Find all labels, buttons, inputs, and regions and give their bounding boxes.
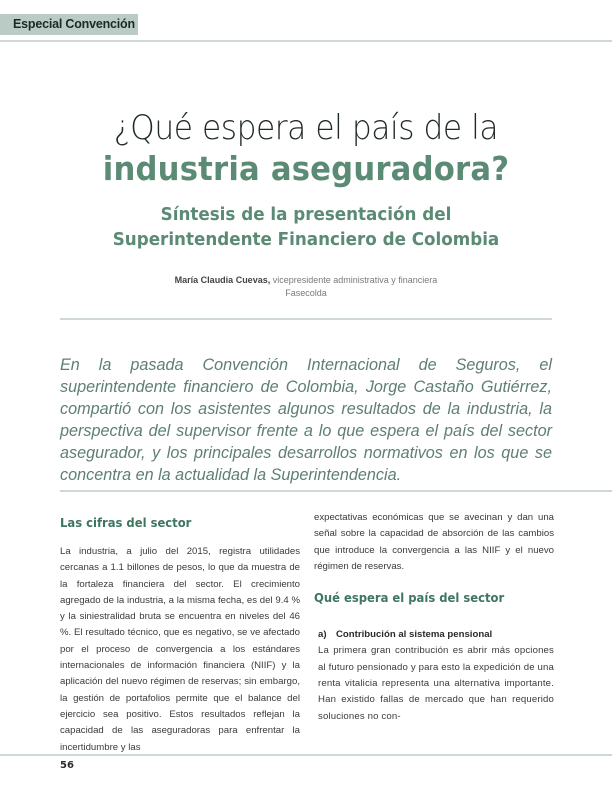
- subtitle-line-2: Superintendente Financiero de Colombia: [112, 229, 500, 250]
- body-paragraph: La industria, a julio del 2015, registra utilidades cercanas a 1.1 billones de pesos, lo que da muestra de la fortaleza financiera del sector. El crecimiento agregado de la industria, a la misma fecha, es del 9.4 % y la siniestralidad bruta se encuentra en niveles del 46 %. El resultado técnico, que es negativo, se ve afectado por el proceso de convergencia a los estándares internacionales de información financiera (NIIF) y la aplicación del nuevo régimen de reservas; sin embargo, la gestión de portafolios permite que el balance del ejercicio sea positivo. Estos resultados reflejan la capacidad de las aseguradoras para enfrentar la incertidumbre y las: [60, 546, 300, 753]
- section-heading-cifras: Las cifras del sector: [60, 516, 192, 530]
- author-name: María Claudia Cuevas,: [174, 275, 271, 285]
- author-organization: Fasecolda: [285, 288, 327, 298]
- lead-top-divider: [60, 318, 552, 320]
- column-left: [60, 510, 300, 756]
- article-title-bold: industria aseguradora?: [102, 149, 510, 188]
- footer-divider: [0, 754, 612, 756]
- lead-bottom-divider: [60, 490, 612, 492]
- lead-paragraph: En la pasada Convención Internacional de Seguros, el superintendente financiero de Colombia, Jorge Castaño Gutiérrez, compartió con los asistentes algunos resultados de la industria, la perspectiva del supervisor frente a lo que espera el país del sector asegurador, y los principales desarrollos normativos en los que se concentra en la actualidad la Superintendencia.: [60, 356, 552, 485]
- body-paragraph-continuation: expectativas económicas que se avecinan y dan una señal sobre la capacidad de absorción de las cambios que introduce la convergencia a las NIIF y el nuevo régimen de reservas.: [314, 512, 554, 572]
- section-heading-espera: Qué espera el país del sector: [314, 591, 505, 606]
- subsection-heading: [314, 627, 554, 643]
- article-subtitle: [21, 202, 590, 252]
- subtitle-line-1: Síntesis de la presentación del: [160, 204, 452, 225]
- author-byline: [0, 274, 612, 300]
- page-number: 56: [60, 760, 74, 771]
- header-divider: [0, 40, 612, 42]
- section-tab: [0, 14, 138, 35]
- list-marker: a): [318, 629, 327, 641]
- column-right: [314, 510, 554, 725]
- author-role: vicepresidente administrativa y financiera: [270, 275, 438, 285]
- section-tab-label: Especial Convención: [13, 17, 135, 31]
- subsection-title: Contribución al sistema pensional: [336, 629, 493, 641]
- subsection-paragraph: La primera gran contribución es abrir más opciones al futuro pensionado y para esto la expedición de una renta vitalicia representa una alternativa importante. Han existido fallas de mercado que han requerido soluciones no con-: [318, 645, 554, 722]
- article-title-light: ¿Qué espera el país de la: [113, 108, 499, 148]
